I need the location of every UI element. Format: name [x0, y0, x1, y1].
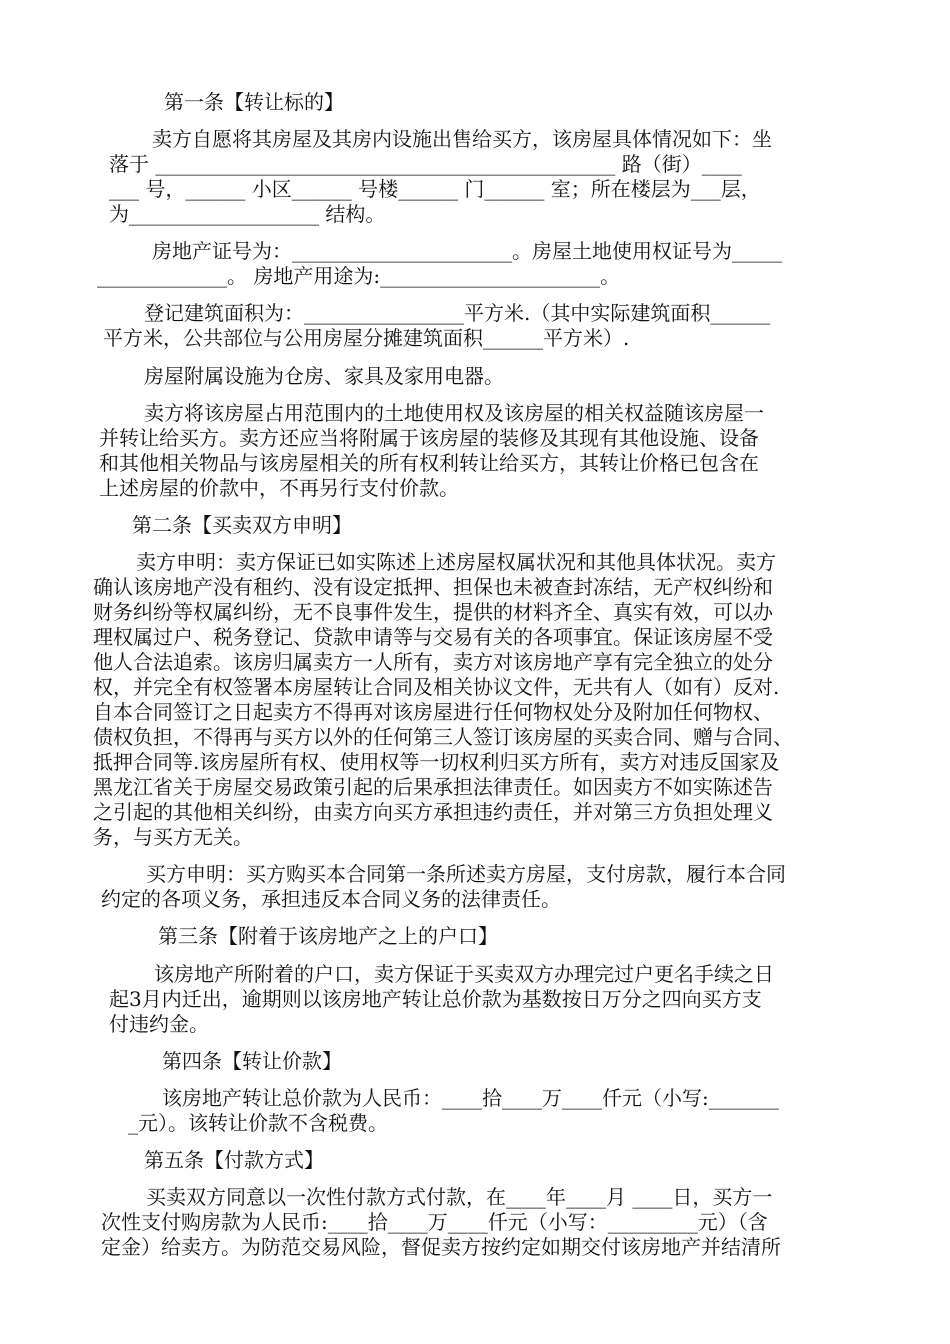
- article-1-paragraph-1-line-3: ___ 号，______ 小区______ 号楼______ 门______ 室；所在楼层为___层，: [109, 177, 761, 201]
- article-1-paragraph-3-line-1: 登记建筑面积为：________________平方米.（其中实际建筑面积______: [144, 301, 771, 325]
- article-2-paragraph-1-line-1: 卖方申明：卖方保证已如实陈述上述房屋权属状况和其他具体状况。卖方: [136, 550, 776, 574]
- article-1-paragraph-4-line-1: 房屋附属设施为仓房、家具及家用电器。: [144, 364, 504, 388]
- article-3-paragraph-1-line-1: 该房地产所附着的户口，卖方保证于买卖双方办理完过户更名手续之日: [154, 962, 774, 986]
- article-2-paragraph-2-line-1: 买方申明：买方购买本合同第一条所述卖方房屋，支付房款，履行本合同: [146, 862, 786, 886]
- article-2-paragraph-2-line-2: 约定的各项义务，承担违反本合同义务的法律责任。: [101, 887, 561, 911]
- article-1-paragraph-5-line-2: 并转让给买方。卖方还应当将附属于该房屋的装修及其现有其他设施、设备: [99, 426, 759, 450]
- article-2-paragraph-1-line-2: 确认该房地产没有租约、没有设定抵押、担保也未被查封冻结，无产权纠纷和: [93, 575, 773, 599]
- article-1-paragraph-1-line-2: 落于 ______________________________________________ 路（街）____: [109, 152, 742, 176]
- article-5-heading: 第五条【付款方式】: [144, 1148, 324, 1172]
- article-1-paragraph-2-line-1: 房地产证号为：______________________。房屋土地使用权证号为_____: [152, 239, 782, 263]
- article-3-heading: 第三条【附着于该房地产之上的户口】: [158, 924, 498, 948]
- article-5-paragraph-1-line-3: 定金）给卖方。为防范交易风险，督促卖方按约定如期交付该房地产并结清所: [101, 1235, 781, 1259]
- article-2-paragraph-1-line-11: 之引起的其他相关纠纷，由卖方向买方承担违约责任，并对第三方负担处理义: [93, 800, 773, 824]
- article-2-paragraph-1-line-12: 务，与买方无关。: [93, 825, 253, 849]
- article-1-heading: 第一条【转让标的】: [164, 90, 344, 114]
- article-2-paragraph-1-line-7: 自本合同签订之日起卖方不得再对该房屋进行任何物权处分及附加任何物权、: [93, 700, 773, 724]
- article-5-paragraph-1-line-1: 买卖双方同意以一次性付款方式付款，在____年____月 ____日，买方一: [146, 1185, 773, 1209]
- article-1-paragraph-1-line-1: 卖方自愿将其房屋及其房内设施出售给买方，该房屋具体情况如下：坐: [152, 127, 772, 151]
- article-2-paragraph-1-line-5: 他人合法追索。该房归属卖方一人所有，卖方对该房地产享有完全独立的处分: [93, 650, 773, 674]
- article-2-paragraph-1-line-3: 财务纠纷等权属纠纷，无不良事件发生，提供的材料齐全、真实有效，可以办: [93, 600, 773, 624]
- article-3-paragraph-1-line-2: 起3月内迁出，逾期则以该房地产转让总价款为基数按日万分之四向买方支: [109, 987, 762, 1011]
- article-5-paragraph-1-line-2: 次性支付购房款为人民币:____拾____万____仟元（小写：_________元）（含: [101, 1210, 768, 1234]
- article-1-paragraph-5-line-3: 和其他相关物品与该房屋相关的所有权利转让给买方，其转让价格已包含在: [99, 451, 759, 475]
- article-1-paragraph-5-line-4: 上述房屋的价款中，不再另行支付价款。: [99, 476, 459, 500]
- article-4-heading: 第四条【转让价款】: [162, 1049, 342, 1073]
- article-4-paragraph-1-line-2: _元）。该转让价款不含税费。: [128, 1111, 388, 1135]
- article-2-paragraph-1-line-9: 抵押合同等.该房屋所有权、使用权等一切权利归买方所有，卖方对违反国家及: [93, 750, 780, 774]
- article-2-paragraph-1-line-4: 理权属过户、税务登记、贷款申请等与交易有关的各项事宜。保证该房屋不受: [93, 625, 773, 649]
- article-1-paragraph-1-line-4: 为___________________ 结构。: [109, 202, 386, 226]
- article-2-paragraph-1-line-10: 黑龙江省关于房屋交易政策引起的后果承担法律责任。如因卖方不如实陈述告: [93, 775, 773, 799]
- article-1-paragraph-5-line-1: 卖方将该房屋占用范围内的土地使用权及该房屋的相关权益随该房屋一: [144, 401, 764, 425]
- article-3-paragraph-1-line-3: 付违约金。: [109, 1012, 209, 1036]
- article-2-paragraph-1-line-6: 权，并完全有权签署本房屋转让合同及相关协议文件，无共有人（如有）反对.: [93, 675, 780, 699]
- article-2-heading: 第二条【买卖双方申明】: [132, 513, 352, 537]
- article-1-paragraph-3-line-2: 平方米，公共部位与公用房屋分摊建筑面积______平方米）.: [103, 326, 630, 350]
- article-4-paragraph-1-line-1: 该房地产转让总价款为人民币：____拾____万____仟元（小写:_______: [162, 1086, 779, 1110]
- article-2-paragraph-1-line-8: 债权负担，不得再与买方以外的任何第三人签订该房屋的买卖合同、赠与合同、: [93, 725, 793, 749]
- article-1-paragraph-2-line-2: _____________。 房地产用途为:______________________。: [97, 264, 621, 288]
